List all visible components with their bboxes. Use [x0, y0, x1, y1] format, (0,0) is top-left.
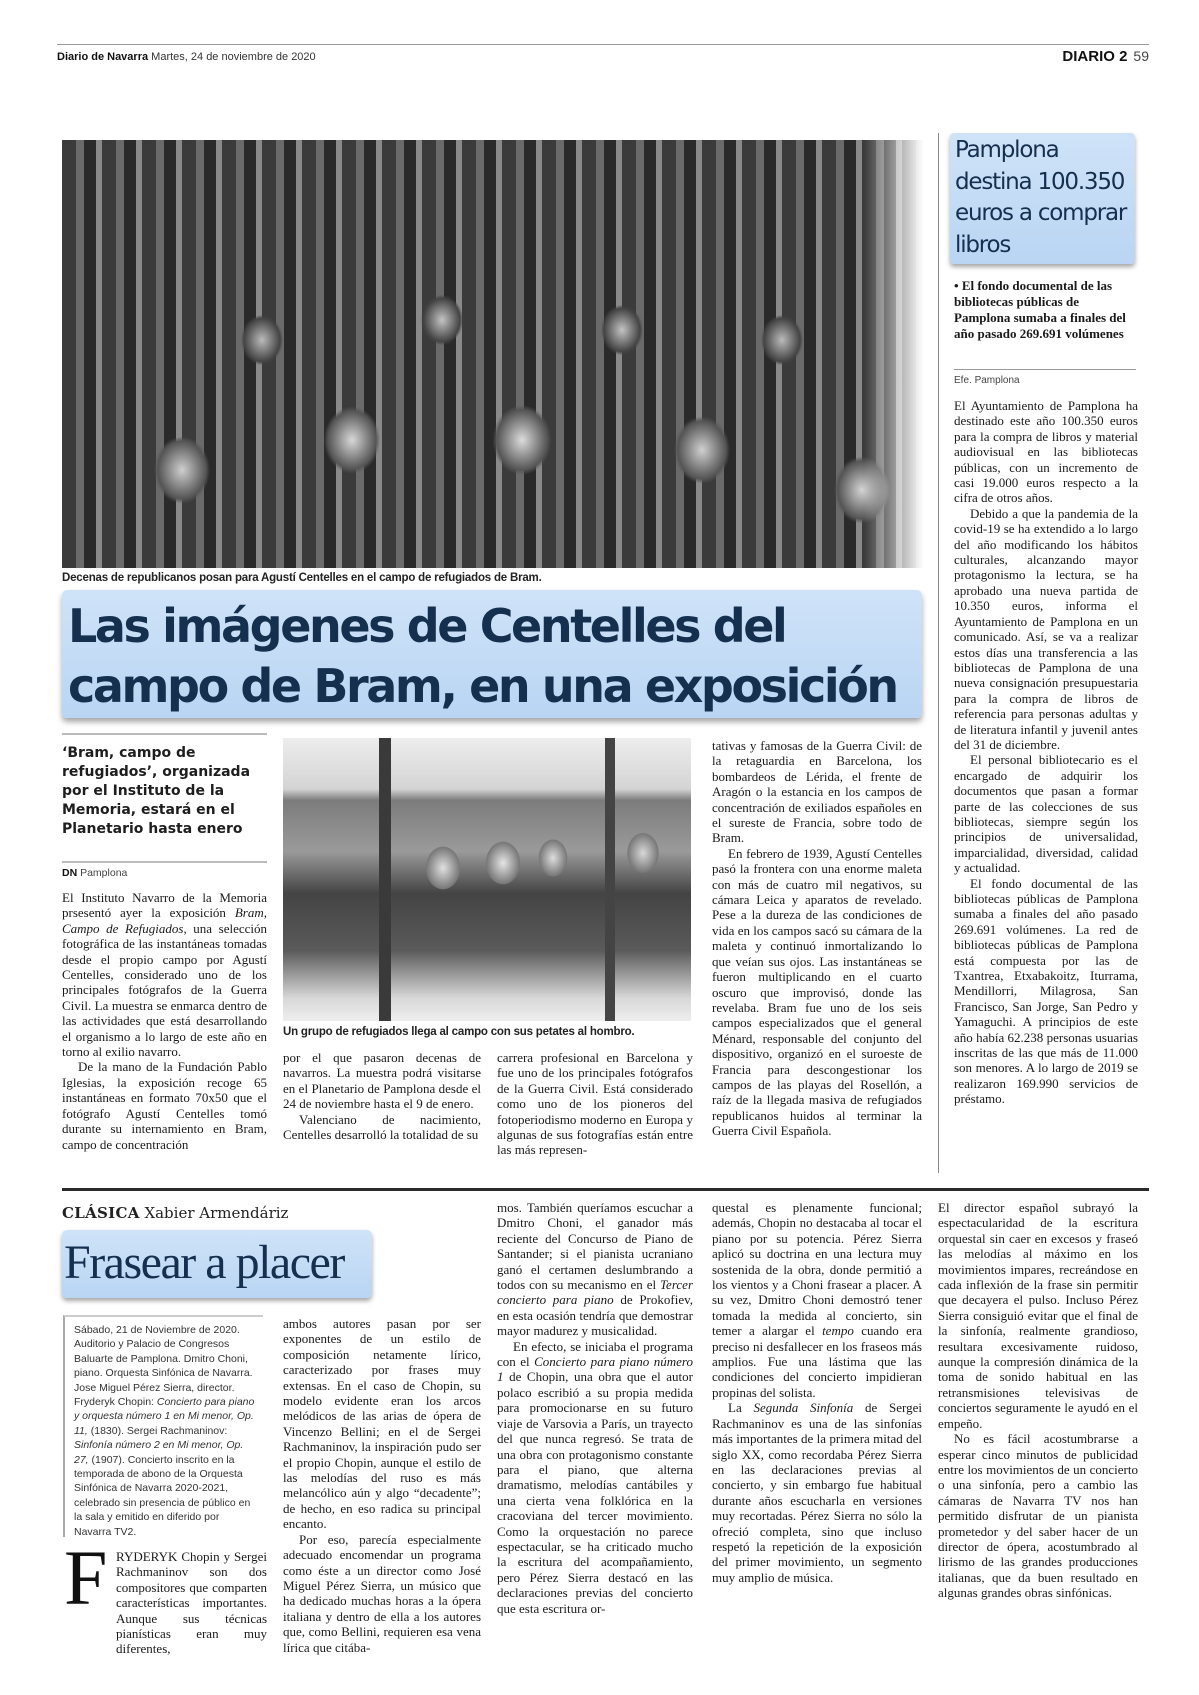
text-run: questal es plenamente funcional; además, Chopin no destacaba al tocar el piano por su potencia. Pérez Sierra aplicó su doctrina en una lectura muy sostenida de la obra, donde permitió a los vientos y a Choni frasear a placer. A su vez, Dmitro Choni demostró tener tomada la medida al concierto, sin temer a alargar el	[712, 1200, 922, 1339]
sidebar-deck-text: El fondo documental de las bibliotecas públicas de Pamplona sumaba a finales del año pasado 269.691 volúmenes	[954, 278, 1126, 341]
paragraph	[62, 890, 267, 1059]
paper-name: Diario de Navarra	[57, 51, 149, 63]
page-number: 59	[1133, 48, 1149, 64]
review-column-4	[712, 1200, 922, 1690]
review-column-5	[938, 1200, 1138, 1690]
paragraph: El director español subrayó la espectacularidad de la escritura orquestal sin caer en excesos y fraseó las melodías al máximo en los movimientos impares, recreándose en cada inflexión de la frase sin permitir que decayera el pulso. Incluso Pérez Sierra consiguió evitar que el final de la sinfonía, realmente grandioso, resultara excesivamente ruidoso, aunque la compresión dinámica de la toma de sonido habitual en las retransmisiones televisivas de conciertos seguramente le ayudó en el empeño.	[938, 1200, 1138, 1431]
paragraph: carrera profesional en Barcelona y fue uno de los principales fotógrafos de la Guerra Civil. Está considerado como uno de los pioneros del fotoperiodismo moderno en Europa y algunas de sus fotografías están entre las más represen-	[497, 1050, 693, 1158]
paragraph: El personal bibliotecario es el encargado de adquirir los documentos que pasan a formar parte de las colecciones de sus bibliotecas, siempre según los principios de universalidad, imparcialidad, diversidad, calidad y actualidad.	[954, 752, 1138, 876]
refugees-arrival-photo	[283, 738, 691, 1021]
byline	[62, 867, 127, 879]
paragraph: No es fácil acostumbrarse a esperar cinco minutos de publicidad entre los movimientos de un concierto o una sinfonía, pero a cambio las cámaras de Navarra TV nos han permitido disfrutar de un pianista prometedor y del saber hacer de un director de ópera, acostumbrado al lirismo de las grandes producciones italianas, que da buen resultado en algunas grandes obras sinfónicas.	[938, 1431, 1138, 1601]
byline-place: Pamplona	[80, 867, 128, 879]
text-run: La	[728, 1400, 754, 1416]
folio-left	[57, 51, 316, 63]
text-run: En efecto, se iniciaba el programa con el	[497, 1338, 693, 1370]
section-tag: CLÁSICA	[62, 1204, 140, 1222]
paragraph: por el que pasaron decenas de navarros. La muestra podrá visitarse en el Planetario de Pamplona desde el 24 de noviembre hasta el 9 de enero.	[283, 1050, 481, 1112]
work-title: Concierto para piano número 1	[497, 1354, 693, 1385]
section-name: DIARIO 2	[1062, 48, 1128, 65]
story-column-2	[283, 1050, 481, 1180]
sidebar-byline: Efe. Pamplona	[954, 375, 1020, 386]
text-run: (1907). Concierto inscrito en la temporada de abono de la Orquesta Sinfónica de Navarra 2020-2021, celebrado sin presencia de público en la sala y emitido en diferido por Navarra TV2.	[74, 1453, 251, 1537]
section-divider	[62, 1188, 1149, 1191]
main-headline	[68, 596, 920, 716]
tempo-term: tempo	[822, 1323, 854, 1339]
review-author: Xabier Armendáriz	[144, 1204, 289, 1222]
exhibition-title: Bram, Campo de Refugiados	[62, 905, 267, 936]
byline-agency: DN	[62, 867, 78, 879]
paragraph	[712, 1400, 922, 1585]
work-title: Tercer concierto para piano	[497, 1277, 693, 1308]
concert-info-box	[63, 1315, 263, 1537]
text-run: (1830). Sergei Rachmaninov:	[87, 1424, 228, 1437]
paragraph: Debido a que la pandemia de la covid-19 se ha extendido a lo largo del año modificando los hábitos culturales, alcanzando mayor protagonismo la lectura, se ha aprobado una nueva partida de 10.350 euros, informa el Ayuntamiento de Pamplona en un comunicado. Así, se va a realizar estos días una transferencia a las bibliotecas de Pamplona de una nueva consignación presupuestaria para la compra de libros de referencia para personas adultas y de literatura infantil y juvenil antes del 31 de diciembre.	[954, 505, 1138, 752]
sidebar-divider	[938, 133, 939, 1173]
drop-cap: F	[64, 1534, 108, 1621]
text-run: cuando era preciso ni desfallecer en los fraseos más amplios. Fue una lástima que las condiciones del concierto impidieran propinas del solista.	[712, 1323, 922, 1400]
sidebar-body	[954, 398, 1138, 1180]
folio-right	[1062, 48, 1149, 65]
work-title: Sinfonía número 2 en Mi menor, Op. 27,	[74, 1439, 244, 1466]
story-column-4	[712, 738, 922, 1180]
paragraph: Valenciano de nacimiento, Centelles desarrolló la totalidad de su	[283, 1111, 481, 1143]
work-title: Concierto para piano y orquesta número 1 en Mi menor, Op. 11,	[74, 1396, 255, 1437]
work-title: Segunda Sinfonía	[753, 1400, 854, 1416]
review-column-1-lead	[116, 1549, 267, 1689]
text-run: Sábado, 21 de Noviembre de 2020. Auditorio y Palacio de Congresos Baluarte de Pamplona. Dmitro Choni, piano. Orquesta Sinfónica de Navarra. Jose Miguel Pérez Sierra, director. Fryderyk Chopin:	[74, 1324, 253, 1409]
review-column-3	[497, 1200, 693, 1690]
second-photo-caption: Un grupo de refugiados llega al campo con sus petates al hombro.	[283, 1026, 635, 1038]
text-run: El Instituto Navarro de la Memoria prsesentó ayer la exposición	[62, 890, 267, 921]
headline-line-2: campo de Bram, en una exposición	[68, 659, 897, 713]
review-column-2	[283, 1316, 481, 1690]
paragraph: RYDERYK Chopin y Sergei Rachmaninov son dos compositores que comparten características importantes. Aunque sus técnicas pianísticas eran muy diferentes,	[116, 1549, 267, 1657]
text-run: de Chopin, una obra que el autor polaco escribió a su propia medida para promocionarse en su futuro viaje de Varsovia a París, un trayecto del que nunca regresó. Se trata de una obra con protagonismo constante para el piano, que alterna dramatismo, melodías cantábiles y una cierta vena folklórica en la cracoviana del tercer movimiento. Como la orquestación no parece espectacular, se ha criticado mucho la escritura del acompañamiento, pero Pérez Sierra destacó en las declaraciones previas del concierto que esta escritura or-	[497, 1369, 693, 1616]
paragraph: El fondo documental de las bibliotecas públicas de Pamplona sumaba a finales del año pasado 269.691 volúmenes. La red de bibliotecas públicas de Pamplona está compuesta por las de Txantrea, Etxabakoitz, Iturrama, Mendillorri, Milagrosa, San Francisco, San Jorge, San Pedro y Yamaguchi. A principios de este año había 62.238 personas usuarias inscritas de las que más de 11.000 son menores. A lo largo de 2019 se realizaron 169.990 servicios de préstamo.	[954, 875, 1138, 1107]
text-run: , una selección fotográfica de las instantáneas tomadas desde el propio campo por Agustí Centelles, considerado uno de los principales fotógrafos de la Guerra Civil. La muestra se enmarca dentro de las actividades que está desarrollando el organismo a lo largo de este año en torno al exilio navarro.	[62, 920, 267, 1060]
headline-line-1: Las imágenes de Centelles del	[68, 599, 786, 653]
review-title: Frasear a placer	[64, 1236, 344, 1289]
paragraph: ambos autores pasan por ser exponentes de un estilo de composición netamente lírico, caracterizado por frases muy extensas. En el caso de Chopin, su modelo evidente eran los arcos melódicos de las arias de ópera de Vincenzo Bellini; en el de Sergei Rachmaninov, la inspiración pudo ser el propio Chopin, aunque el estilo de las melodías del ruso es más melancólico aún y algo “decadente”; de hecho, en eso radica su principal encanto.	[283, 1316, 481, 1532]
paragraph: El Ayuntamiento de Pamplona ha destinado este año 100.350 euros para la compra de libros y material audiovisual en las bibliotecas públicas, con un incremento de casi 19.000 euros respecto a la cifra de otros años.	[954, 398, 1138, 506]
sidebar-rule	[954, 369, 1136, 370]
sidebar-deck	[954, 278, 1136, 342]
bullet-icon: •	[954, 278, 962, 293]
text-run: de Sergei Rachmaninov es una de las sinfonías más importantes de la primera mitad del siglo XX, como recordaba Pérez Sierra en las declaraciones previas al concierto, y sin embargo fue habitual durante años escucharla en versiones muy recortadas. Pérez Sierra no sólo la ofreció completa, sino que incluso respetó la repetición de la exposición del primer movimiento, un segmento muy amplio de música.	[712, 1400, 922, 1585]
review-section-label	[62, 1204, 288, 1222]
text-run: mos. También queríamos escuchar a Dmitro Choni, el ganador más reciente del Concurso de Piano de Santander; si el pianista ucraniano ganó el certamen deslumbrando a todos con su mecanismo en el	[497, 1200, 693, 1293]
issue-date: Martes, 24 de noviembre de 2020	[151, 51, 316, 63]
sidebar-headline: Pamplona destina 100.350 euros a comprar libros	[955, 137, 1127, 258]
story-column-1	[62, 890, 267, 1180]
text-run: de Prokofiev, en esta ocasión tendría que demostrar mayor madurez y musicalidad.	[497, 1292, 693, 1339]
paragraph	[712, 1200, 922, 1400]
paragraph: En febrero de 1939, Agustí Centelles pasó la frontera con una enorme maleta con más de cuatro mil negativos, su cámara Leica y aparatos de revelado. Pese a la dureza de las condiciones de vida en los campos sacó su cámara de la maleta y continuó inmortalizando lo que veían sus ojos. Las instantáneas se fueron multiplicando en el cuarto oscuro que improvisó, donde las revelaba. Bram fue uno de los seis campos especializados que el general Ménard, responsable del conjunto del dispositivo, organizó en el suroeste de Francia para descongestionar los campos de las playas del Rosellón, a raíz de la llegada masiva de refugiados republicanos huidos al terminar la Guerra Civil Española.	[712, 845, 922, 1139]
story-column-3	[497, 1050, 693, 1180]
subhead-rule	[62, 733, 267, 735]
paragraph: De la mano de la Fundación Pablo Iglesias, la exposición recoge 65 instantáneas en formato 70x50 que el fotógrafo Agustí Centelles tomó durante su internamiento en Bram, campo de concentración	[62, 1059, 267, 1152]
paragraph: tativas y famosas de la Guerra Civil: de la retaguardia en Barcelona, los bombardeos de Lérida, el frente de Aragón o la estancia en los campos de concentración de exiliados españoles en el sureste de Francia, sobre todo de Bram.	[712, 738, 922, 846]
subhead: ‘Bram, campo de refugiados’, organizada por el Instituto de la Memoria, estará en el Planetario hasta enero	[62, 745, 251, 837]
paragraph	[497, 1339, 693, 1616]
byline-rule	[62, 861, 267, 863]
top-rule	[57, 44, 1149, 45]
main-photo-caption: Decenas de republicanos posan para Agustí Centelles en el campo de refugiados de Bram.	[62, 572, 542, 584]
paragraph: Por eso, parecía especialmente adecuado encomendar un programa como éste a un director como José Miguel Pérez Sierra, un músico que ha dedicado muchas horas a la ópera italiana y dentro de ella a los autores que, como Bellini, requieren esa vena lírica que citába-	[283, 1531, 481, 1655]
paragraph	[497, 1200, 693, 1339]
refugees-crowd-photo	[62, 140, 924, 568]
